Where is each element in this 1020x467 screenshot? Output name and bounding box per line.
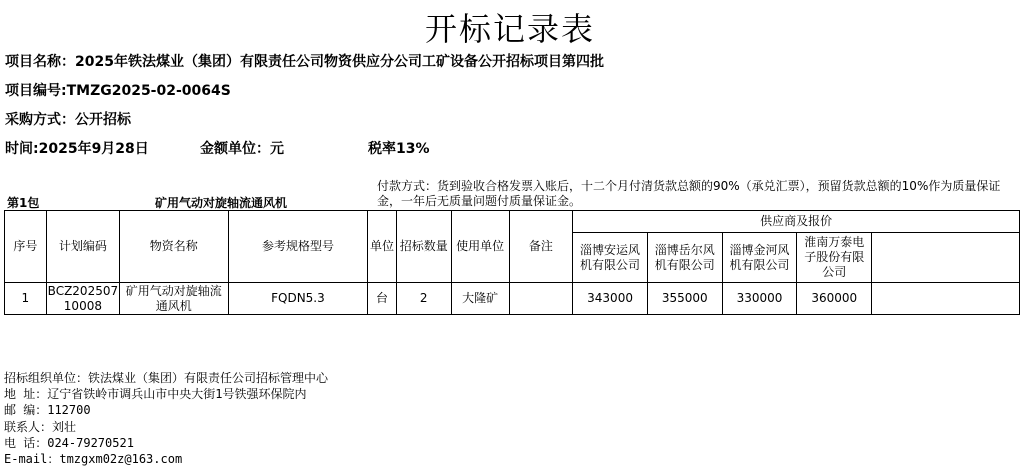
cell-spec: FQDN5.3 [228, 283, 368, 315]
table-row [5, 283, 1020, 315]
cell-plan-no: BCZ202507 10008 [47, 283, 119, 313]
header-seq: 序号 [5, 211, 47, 283]
cell-price: 355000 [647, 283, 722, 315]
cell-user: 大隆矿 [451, 283, 509, 315]
cell-price: 343000 [573, 283, 648, 315]
supplier-name: 淄博岳尔风机有限公司 [647, 233, 722, 283]
footer-email: E-mail：tmzgxm02z@163.com [4, 451, 183, 466]
footer-contact: 联系人：刘壮 [4, 419, 77, 434]
header-qty: 招标数量 [396, 211, 451, 283]
cell-material: 矿用气动对旋轴流通风机 [120, 283, 228, 315]
footer-organizer: 招标组织单位：铁法煤业（集团）有限责任公司招标管理中心 [4, 371, 329, 385]
project-name: 项目名称：2025年铁法煤业（集团）有限责任公司物资供应分公司工矿设备公开招标项目第四批 [5, 54, 604, 70]
supplier-name: 淄博安运风机有限公司 [573, 233, 648, 283]
header-material: 物资名称 [120, 211, 228, 283]
page-title: 开标记录表 [424, 10, 595, 48]
header-suppliers-group: 供应商及报价 [573, 211, 1020, 233]
cell-qty: 2 [396, 283, 451, 315]
project-number: 项目编号:TMZG2025-02-0064S [5, 83, 231, 99]
header-user: 使用单位 [451, 211, 509, 283]
footer-phone: 电 话：024-79270521 [4, 435, 134, 450]
footer-postcode: 邮 编：112700 [4, 403, 91, 418]
cell-remark [509, 283, 573, 315]
opening-time: 时间:2025年9月28日 [5, 141, 149, 157]
header-unit: 单位 [368, 211, 396, 283]
header-spec: 参考规格型号 [228, 211, 368, 283]
header-plan-no: 计划编码 [46, 211, 119, 283]
bid-record-table [4, 210, 1020, 315]
cell-price: 360000 [797, 283, 872, 315]
empty-supplier-cell [872, 233, 1020, 283]
cell-price: 330000 [722, 283, 797, 315]
package-name: 矿用气动对旋轴流通风机 [155, 196, 288, 210]
currency-unit: 金额单位：元 [200, 141, 284, 157]
cell-seq: 1 [5, 283, 47, 315]
payment-terms: 付款方式：货到验收合格发票入账后，十二个月付清货款总额的90%（承兑汇票），预留货款总额的10%作为质量保证金，一年后无质量问题付质量保证金。 [377, 179, 1001, 208]
package-number: 第1包 [7, 196, 40, 210]
contact-footer [4, 370, 328, 467]
footer-address: 地 址：辽宁省铁岭市调兵山市中央大街1号铁强环保院内 [4, 387, 307, 402]
header-remark: 备注 [509, 211, 573, 283]
procurement-method: 采购方式：公开招标 [5, 112, 131, 128]
tax-rate: 税率13% [368, 141, 430, 157]
cell-unit: 台 [368, 283, 396, 315]
empty-price-cell [872, 283, 1020, 315]
supplier-name: 淮南万泰电子股份有限公司 [797, 233, 872, 283]
supplier-name: 淄博金河风机有限公司 [722, 233, 797, 283]
